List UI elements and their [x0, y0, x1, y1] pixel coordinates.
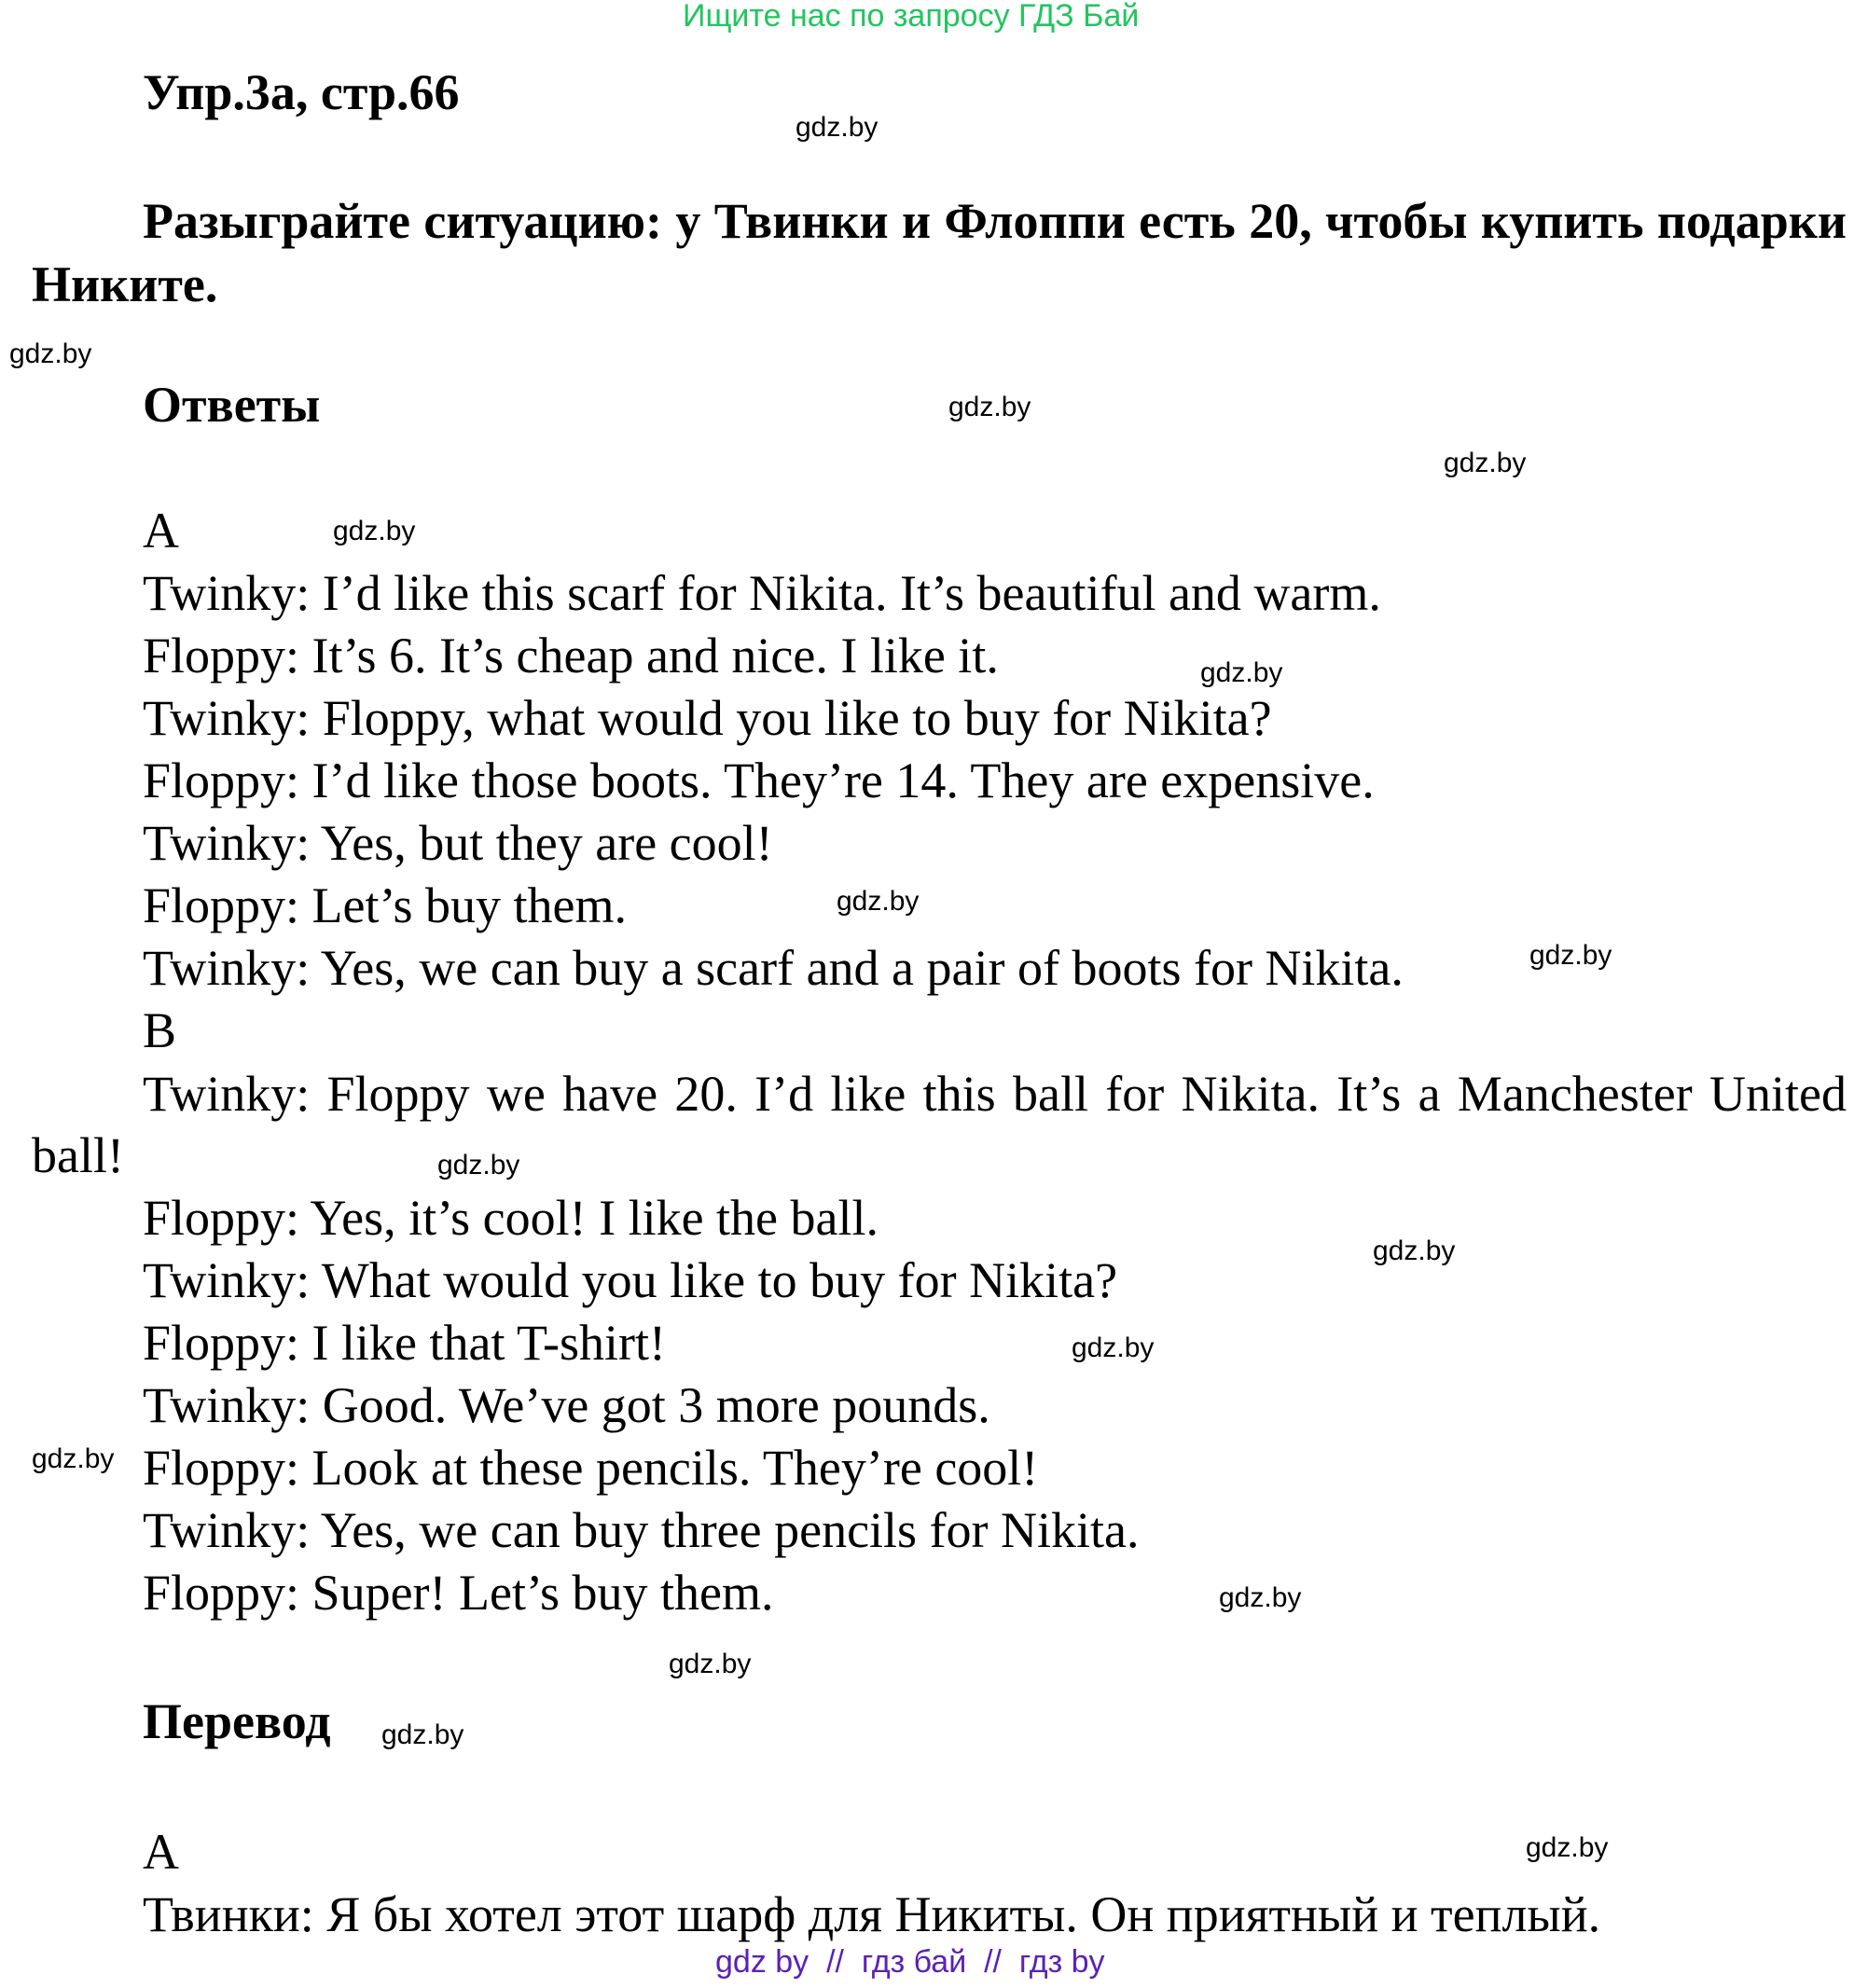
dialog-line: Floppy: Let’s buy them. [143, 877, 627, 933]
translation-heading: Перевод [143, 1693, 331, 1749]
dialog-line: Floppy: I like that T-shirt! [143, 1315, 666, 1371]
footer-links: gdz by // гдз бай // гдз by [715, 1944, 1105, 1980]
watermark: gdz.by [1219, 1582, 1302, 1613]
watermark: gdz.by [1200, 657, 1283, 688]
watermark: gdz.by [437, 1150, 520, 1180]
dialog-line: Twinky: What would you like to buy for Nikita? [143, 1252, 1118, 1308]
dialog-line: Floppy: Yes, it’s cool! I like the ball. [143, 1190, 879, 1246]
watermark: gdz.by [796, 112, 879, 143]
dialog-line: Twinky: Yes, but they are cool! [143, 815, 773, 871]
watermark: gdz.by [32, 1443, 115, 1474]
watermark: gdz.by [1373, 1236, 1456, 1266]
watermark: gdz.by [1529, 940, 1612, 971]
watermark: gdz.by [9, 338, 92, 369]
dialog-line: Floppy: I’d like those boots. They’re 14. They are expensive. [143, 752, 1375, 808]
watermark: gdz.by [1444, 448, 1527, 478]
watermark: gdz.by [381, 1719, 464, 1750]
translation-line: Твинки: Я бы хотел этот шарф для Никиты. Он приятный и теплый. [143, 1886, 1601, 1942]
section-b-label: B [143, 1002, 177, 1058]
dialog-line: Twinky: Yes, we can buy three pencils for Nikita. [143, 1502, 1140, 1558]
watermark: gdz.by [1072, 1332, 1155, 1363]
translation-a-label: A [143, 1824, 179, 1880]
section-a-label: A [143, 503, 179, 559]
watermark: gdz.by [669, 1649, 752, 1679]
dialog-line: Floppy: Look at these pencils. They’re cool! [143, 1440, 1039, 1496]
watermark: gdz.by [948, 392, 1031, 422]
search-banner: Ищите нас по запросу ГДЗ Бай [683, 0, 1140, 34]
dialog-line: Twinky: Floppy we have 20. I’d like this ball for Nikita. It’s a Manchester United ball! [32, 1066, 1847, 1183]
watermark: gdz.by [333, 516, 416, 546]
answers-heading: Ответы [143, 377, 321, 433]
dialog-line: Floppy: It’s 6. It’s cheap and nice. I like it. [143, 628, 999, 683]
exercise-title: Упр.3а, стр.66 [143, 64, 460, 120]
dialog-line: Twinky: Good. We’ve got 3 more pounds. [143, 1377, 990, 1433]
dialog-line: Twinky: I’d like this scarf for Nikita. It’s beautiful and warm. [143, 565, 1381, 621]
watermark: gdz.by [1526, 1832, 1609, 1863]
watermark: gdz.by [837, 886, 920, 917]
dialog-line: Floppy: Super! Let’s buy them. [143, 1565, 774, 1621]
dialog-line: Twinky: Floppy, what would you like to buy for Nikita? [143, 690, 1272, 746]
task-statement: Разыграйте ситуацию: у Твинки и Флоппи есть 20, чтобы купить подарки Никите. [32, 193, 1847, 312]
dialog-line: Twinky: Yes, we can buy a scarf and a pair of boots for Nikita. [143, 940, 1404, 996]
